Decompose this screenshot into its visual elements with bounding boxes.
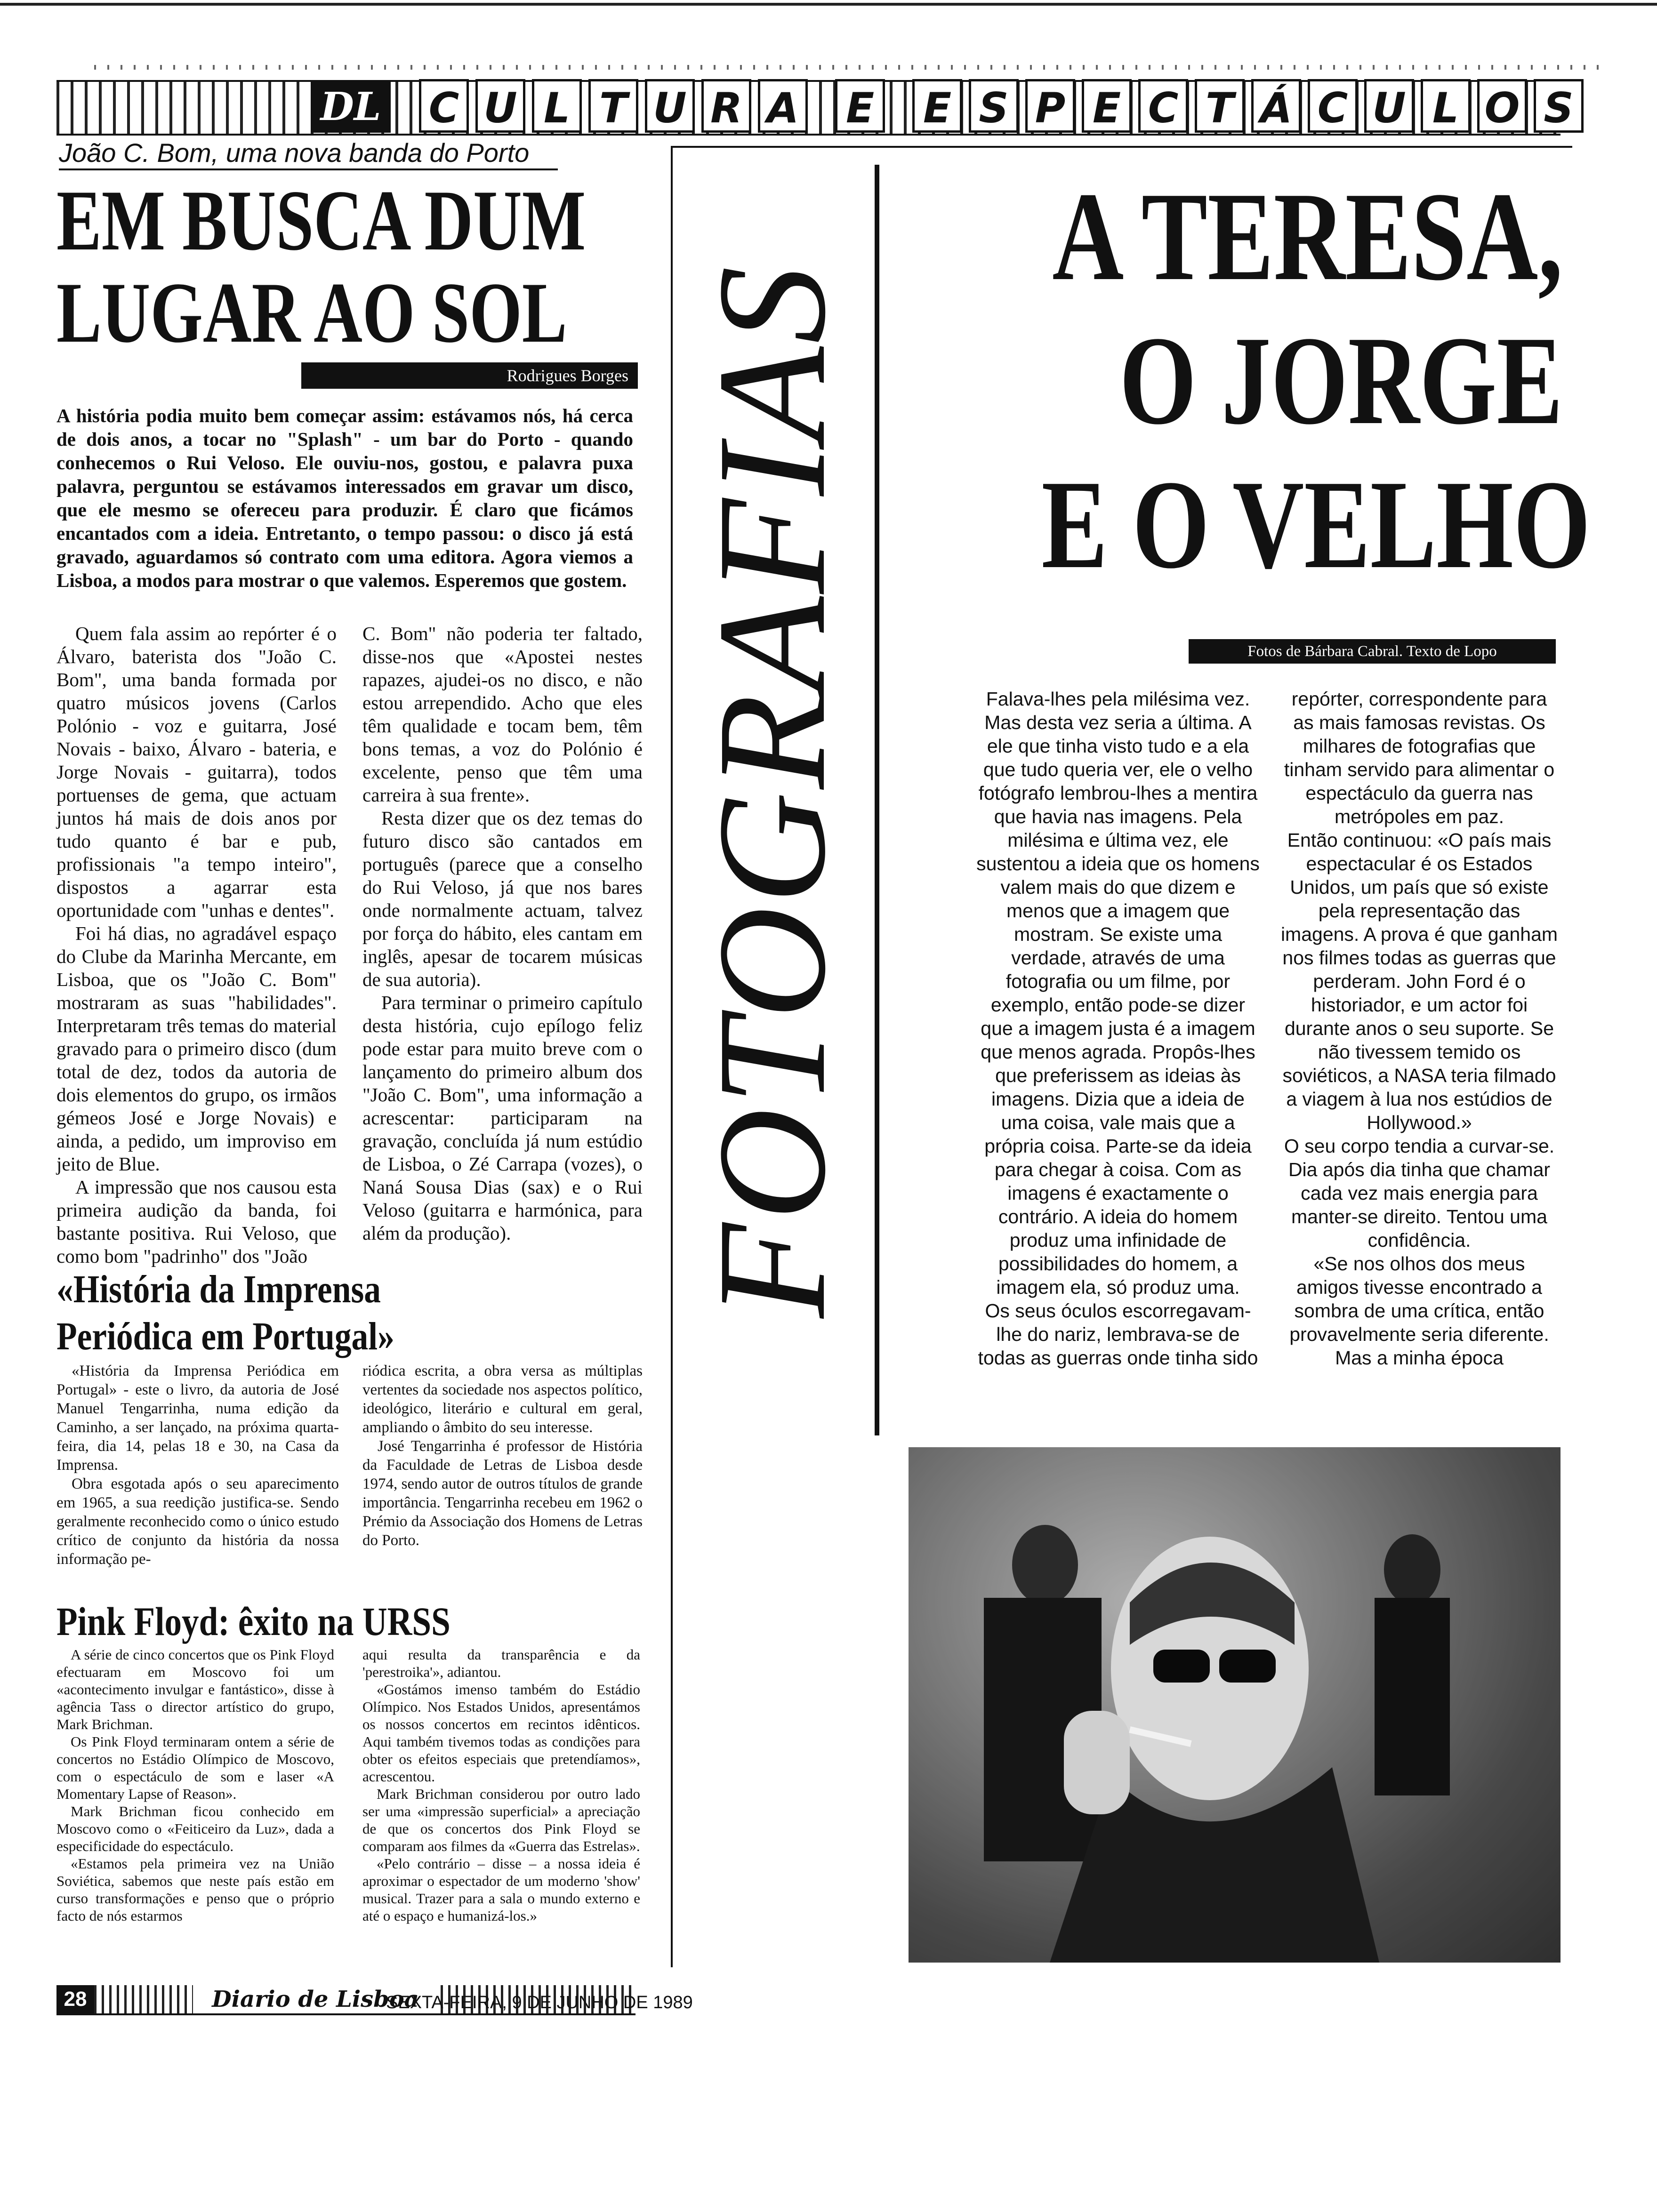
section-letter: T <box>1195 79 1245 133</box>
section-letter: C <box>1308 79 1358 133</box>
article3-headline: Pink Floyd: êxito na URSS <box>56 1599 450 1644</box>
article1-headline <box>56 172 586 361</box>
article3-column-1 <box>56 1646 334 1924</box>
article1-lead: A história podia muito bem começar assim: estávamos nós, há cerca de dois anos, a tocar no "Splash" - um bar do Porto - quando conhecemos o Rui Veloso. Ele ouviu-nos, gostou, e palavra puxa palavra, perguntou se estávamos interessados em gravar um disco, que ele mesmo se ofereceu para produzir. É claro que ficámos encantados com a ideia. Entretanto, o tempo passou: o disco já está gravado, aguardamos só contrato com uma editora. Agora viemos a Lisboa, a modos para mostrar o que valemos. Esperemos que gostem. <box>56 405 633 591</box>
article1-kicker: João C. Bom, uma nova banda do Porto <box>59 137 558 170</box>
headline-line: O JORGE <box>1119 310 1563 451</box>
photo-illustration <box>909 1447 1560 1963</box>
section-letter: O <box>1477 79 1527 133</box>
paragraph: Então continuou: «O país mais espectacular é os Estados Unidos, um país que só existe pela representação das imagens. A prova é que ganham nos filmes todas as guerras que perderam. John Ford é o historiador, e um actor foi durante anos o seu suporte. Se não tivessem temido os soviéticos, a NASA teria filmado a viagem à lua nos estúdios de Hollywood.» <box>1280 829 1558 1133</box>
section-letter: P <box>1025 79 1075 133</box>
headline-line: EM BUSCA DUM <box>56 172 586 268</box>
section-letter: U <box>645 79 695 133</box>
paragraph: A impressão que nos causou esta primeira audição da banda, foi bastante positiva. Rui Veloso, que como bom "padrinho" dos "João <box>56 1176 337 1267</box>
section-letter: C <box>1138 79 1188 133</box>
section-letter: E <box>1082 79 1132 133</box>
section-letter: S <box>969 79 1019 133</box>
section-letter: E <box>912 79 962 133</box>
article4-vertical-title: FOTOGRAFIAS <box>686 263 858 1318</box>
article4-column-1 <box>974 687 1262 1370</box>
paragraph: «Estamos pela primeira vez na União Soviética, sabemos que neste país estão em curso transformações e penso que o próprio facto de nós estarmos <box>56 1855 334 1924</box>
article1-byline-bar <box>301 362 638 389</box>
paragraph: Foi há dias, no agradável espaço do Clube da Marinha Mercante, em Lisboa, que os "João C. Bom" mostraram as suas "habilidades". Interpretaram três temas do material gravado para o primeiro disco (dum total de dez, todos da autoria de dois elementos do grupo, os irmãos gémeos José e Jorge Novais) e ainda, a pedido, um improviso em jeito de Blue. <box>56 922 337 1175</box>
paragraph: C. Bom" não poderia ter faltado, disse-nos que «Apostei nestes rapazes, ajudei-os no disco, e não estou arrependido. Acho que eles têm qualidade e tocam bem, têm bons temas, a voz do Polónio é excelente, penso que têm uma carreira à sua frente». <box>362 623 643 806</box>
paragraph: Os Pink Floyd terminaram ontem a série de concertos no Estádio Olímpico de Moscovo, com o espectáculo de som e laser «A Momentary Lapse of Reason». <box>56 1733 334 1802</box>
section-title <box>419 79 1590 133</box>
paragraph: Os seus óculos escorregavam-lhe do nariz, lembrava-se de todas as guerras onde tinha sido <box>978 1300 1258 1369</box>
paragraph: «Se nos olhos dos meus amigos tivesse encontrado a sombra de uma crítica, então provavelmente seria diferente. Mas a minha época <box>1289 1253 1549 1369</box>
section-letter: T <box>588 79 638 133</box>
paragraph: Resta dizer que os dez temas do futuro disco são cantados em português (parece que a conselho do Rui Veloso, já que nos bares onde normalmente actuam, talvez por força do hábito, eles cantam em inglês, apesar de tocarem músicas de sua autoria). <box>362 807 643 990</box>
section-letter: R <box>701 79 751 133</box>
section-letter: L <box>1421 79 1471 133</box>
article4-credit: Fotos de Bárbara Cabral. Texto de Lopo <box>1247 643 1497 660</box>
paragraph: Quem fala assim ao repórter é o Álvaro, baterista dos "João C. Bom", uma banda formada por quatro músicos jovens (Carlos Polónio - voz e guitarra, José Novais - baixo, Álvaro - bateria, e Jorge Novais - guitarra), todos portuenses de gema, que actuam juntos há mais de dois anos por tudo quanto é bar e pub, profissionais "a tempo inteiro", dispostos a agarrar esta oportunidade com "unhas e dentes". <box>56 623 337 921</box>
article4-credit-bar <box>1189 639 1556 664</box>
paragraph: «História da Imprensa Periódica em Portugal» - este o livro, da autoria de José Manuel Tengarrinha, numa edição da Caminho, a ser lançado, na próxima quarta-feira, dia 14, pelas 18 e 30, na Casa da Imprensa. <box>56 1362 339 1474</box>
article1-column-1 <box>56 622 337 1268</box>
article2-headline <box>56 1266 497 1360</box>
paragraph: «Gostámos imenso também do Estádio Olímpico. Nos Estados Unidos, apresentámos os nossos concertos em recintos idênticos. Aqui também tivemos todas as condições para obter os efeitos especiais que pretendíamos», acrescentou. <box>362 1681 640 1785</box>
article4-vertical-rule <box>875 165 879 1435</box>
article4-vertical-title-box <box>678 155 866 1426</box>
masthead: Diario de Lisboa <box>193 1985 438 2013</box>
paragraph: repórter, correspondente para as mais famosas revistas. Os milhares de fotografias que tinham servido para alimentar o espectáculo da guerra nas metrópoles em paz. <box>1284 688 1555 827</box>
section-letter: A <box>758 79 808 133</box>
paragraph: José Tengarrinha é professor de História da Faculdade de Letras de Lisboa desde 1974, sendo autor de outros títulos de grande importância. Tengarrinha recebeu em 1962 o Prémio da Associação dos Homens de Letras do Porto. <box>362 1438 643 1549</box>
paragraph: A série de cinco concertos que os Pink Floyd efectuaram em Moscovo foi um «acontecimento invulgar e fantástico», disse à agência Tass o director artístico do grupo, Mark Brichman. <box>56 1646 334 1732</box>
dotted-rule <box>94 65 1601 70</box>
paragraph: «Pelo contrário – disse – a nossa ideia é aproximar o espectador de um moderno 'show' musical. Trazer para a sala o mundo externo e até o espaço e humanizá-los.» <box>362 1855 640 1924</box>
paragraph: aqui resulta da transparência e da 'perestroika'», adiantou. <box>362 1646 640 1680</box>
article2-column-1 <box>56 1362 339 1569</box>
headline-line: LUGAR AO SOL <box>56 264 567 361</box>
article2-column-2 <box>362 1362 643 1550</box>
paragraph: O seu corpo tendia a curvar-se. Dia após dia tinha que chamar cada vez mais energia para manter-se direito. Tentou uma confidência. <box>1284 1135 1555 1251</box>
headline-line: «História da Imprensa <box>56 1267 381 1311</box>
section-letter: L <box>532 79 582 133</box>
headline-line: E O VELHO <box>1041 454 1591 595</box>
section-letter: C <box>419 79 469 133</box>
paragraph: Falava-lhes pela milésima vez. Mas desta vez seria a última. A ele que tinha visto tudo e a ela que tudo queria ver, ele o velho fotógrafo lembrou-lhes a mentira que havia nas imagens. Pela milésima e última vez, ele sustentou a ideia que os homens valem mais do que dizem e menos que a imagem que mostram. Se existe uma verdade, através de uma fotografia ou um filme, por exemplo, então pode-se dizer que a imagem justa é a imagem que menos agrada. Propôs-lhes que preferissem as ideias às imagens. Dizia que a ideia de uma coisa, vale mais que a própria coisa. Parte-se da ideia para chegar à coisa. Com as imagens é exactamente o contrário. A ideia do homem produz uma infinidade de possibilidades do homem, a imagem ela, só produz uma. <box>976 688 1260 1298</box>
paragraph: Mark Brichman considerou por outro lado ser uma «impressão superficial» a apreciação de que os concertos dos Pink Floyd se comparam aos filmes da «Guerra das Estrelas». <box>362 1786 640 1854</box>
top-rule <box>0 3 1657 6</box>
paragraph: riódica escrita, a obra versa as múltiplas vertentes da sociedade nos aspectos político, ideológico, literário e cultural em geral, ampliando o âmbito do seu interesse. <box>362 1362 643 1436</box>
page-number: 28 <box>56 1985 94 2013</box>
article3-column-2 <box>362 1646 640 1924</box>
section-letter: U <box>475 79 525 133</box>
article1-byline: Rodrigues Borges <box>507 366 628 385</box>
headline-line: Periódica em Portugal» <box>56 1314 394 1358</box>
article1-column-2 <box>362 622 643 1245</box>
paragraph: Mark Brichman ficou conhecido em Moscovo como o «Feiticeiro da Luz», dada a especificidade do espectáculo. <box>56 1803 334 1854</box>
article4-column-2 <box>1280 687 1558 1370</box>
section-header-bar <box>56 80 1574 136</box>
section-letter: S <box>1534 79 1584 133</box>
section-logo: DL <box>311 81 391 133</box>
article4-headline <box>894 165 1591 597</box>
article4-photo <box>909 1447 1560 1963</box>
section-letter: E <box>835 79 885 133</box>
headline-line: A TERESA, <box>1052 166 1563 307</box>
section-letter: Á <box>1251 79 1301 133</box>
paragraph: Obra esgotada após o seu aparecimento em 1965, a sua reedição justifica-se. Sendo geralmente reconhecido como o único estudo crítico de conjunto da história da nossa informação pe- <box>56 1475 339 1568</box>
section-letter: U <box>1364 79 1414 133</box>
footer-date: SEXTA-FEIRA, 9 DE JUNHO DE 1989 <box>386 1993 693 2012</box>
paragraph: Para terminar o primeiro capítulo desta história, cujo epílogo feliz pode estar para muito breve com o lançamento do primeiro album dos "João C. Bom", uma informação a acrescentar: participaram na gravação, concluída já num estúdio de Lisboa, o Zé Carrapa (vozes), o Naná Sousa Dias (sax) e o Rui Veloso (guitarra e harmónica, para além da produção). <box>362 992 643 1244</box>
